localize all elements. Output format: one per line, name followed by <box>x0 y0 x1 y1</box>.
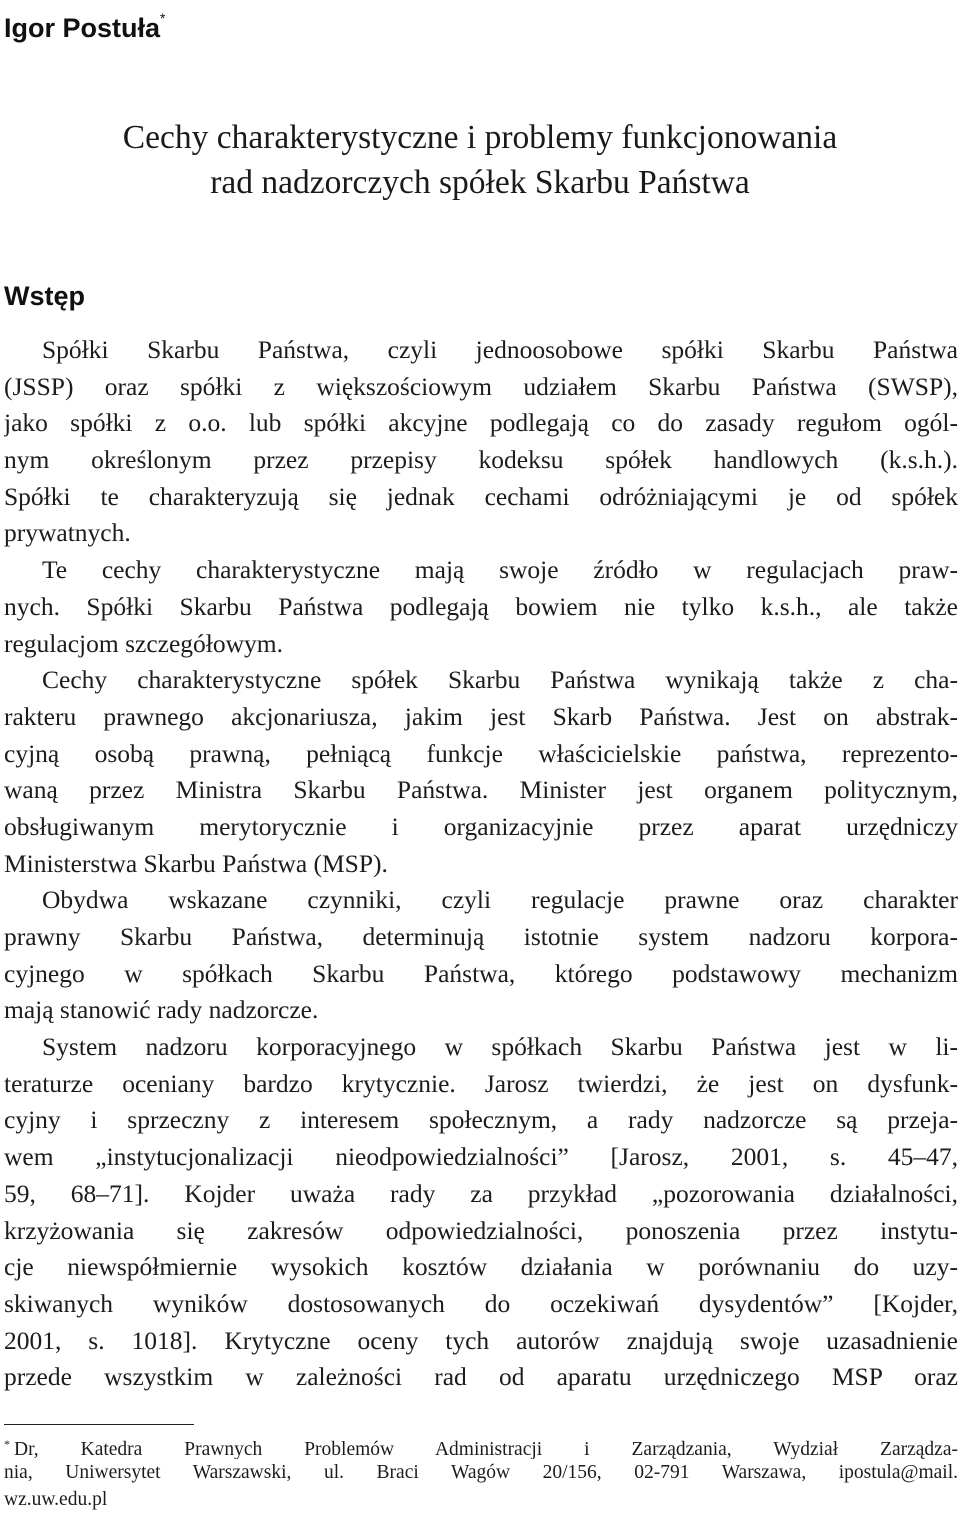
paragraph-4-line-3: cyjnego w spółkach Skarbu Państwa, którego podstawowy mechanizm <box>4 958 958 988</box>
author-name <box>4 0 165 46</box>
paragraph-3-line-4: waną przez Ministra Skarbu Państwa. Minister jest organem politycznym, <box>4 775 958 805</box>
paragraph-5-line-6: krzyżowania się zakresów odpowiedzialności, ponoszenia przez instytu- <box>4 1215 958 1245</box>
footnote-line-1 <box>4 1431 958 1459</box>
paragraph-3-line-2: rakteru prawnego akcjonariusza, jakim jest Skarb Państwa. Jest on abstrak- <box>4 701 958 731</box>
author-footnote-mark: * <box>160 10 166 26</box>
paper-title <box>0 115 960 205</box>
paragraph-1-line-2: (JSSP) oraz spółki z większościowym udziałem Skarbu Państwa (SWSP), <box>4 371 958 401</box>
paragraph-4-line-2: prawny Skarbu Państwa, determinują istotnie system nadzoru korpora- <box>4 922 958 951</box>
paragraph-2-line-3: regulacjom szczegółowym. <box>4 628 283 658</box>
paragraph-3-line-1: Cechy charakterystyczne spółek Skarbu Państwa wynikają także z cha- <box>42 665 958 695</box>
paragraph-5-line-9: 2001, s. 1018]. Krytyczne oceny tych autorów znajdują swoje uzasadnienie <box>4 1325 958 1355</box>
paragraph-1-line-4: nym określonym przez przepisy kodeksu spółek handlowych (k.s.h.). <box>4 445 958 475</box>
section-heading: Wstęp <box>4 281 85 311</box>
footnote-line-2: nia, Uniwersytet Warszawski, ul. Braci Wagów 20/156, 02-791 Warszawa, ipostula@mail. <box>4 1461 958 1483</box>
paragraph-5-line-7: cje niewspółmiernie wysokich kosztów działania w porównaniu do uzy- <box>4 1252 958 1282</box>
paragraph-3-line-6: Ministerstwa Skarbu Państwa (MSP). <box>4 848 388 878</box>
author-name-text: Igor Postuła <box>4 13 161 43</box>
footnote <box>4 1431 958 1514</box>
paragraph-5-line-3: cyjny i sprzeczny z interesem społecznym, a rady nadzorcze są przeja- <box>4 1105 958 1135</box>
paragraph-5-line-5: 59, 68–71]. Kojder uważa rady za przykład „pozorowania działalności, <box>4 1178 958 1208</box>
footnote-line-1-text: Dr, Katedra Prawnych Problemów Administracji i Zarządzania, Wydział Zarządza- <box>14 1439 958 1459</box>
paragraph-1-line-1: Spółki Skarbu Państwa, czyli jednoosobowe spółki Skarbu Państwa <box>42 335 958 364</box>
paper-title-line-2: rad nadzorczych spółek Skarbu Państwa <box>210 164 750 201</box>
paragraph-1-line-3: jako spółki z o.o. lub spółki akcyjne podlegają co do zasady regułom ogól- <box>4 408 958 438</box>
footnote-divider <box>4 1424 194 1425</box>
paragraph-1-line-6: prywatnych. <box>4 518 131 548</box>
paragraph-1-line-5: Spółki te charakteryzują się jednak cechami odróżniającymi je od spółek <box>4 481 958 511</box>
paragraph-5-line-2: teraturze oceniany bardzo krytycznie. Jarosz twierdzi, że jest on dysfunk- <box>4 1068 958 1098</box>
footnote-mark: * <box>4 1437 10 1451</box>
paragraph-2-line-2: nych. Spółki Skarbu Państwa podlegają bowiem nie tylko k.s.h., ale także <box>4 591 958 621</box>
paragraph-3-line-3: cyjną osobą prawną, pełniącą funkcje właścicielskie państwa, reprezento- <box>4 738 958 768</box>
footnote-line-3: wz.uw.edu.pl <box>4 1489 108 1510</box>
paragraph-5-line-1: System nadzoru korporacyjnego w spółkach Skarbu Państwa jest w li- <box>42 1032 958 1062</box>
paragraph-5-line-10: przede wszystkim w zależności rad od aparatu urzędniczego MSP oraz <box>4 1362 958 1392</box>
paragraph-4-line-4: mają stanowić rady nadzorcze. <box>4 995 319 1025</box>
paragraph-4-line-1: Obydwa wskazane czynniki, czyli regulacje prawne oraz charakter <box>42 885 958 915</box>
body-text <box>4 332 958 1396</box>
paragraph-5-line-8: skiwanych wyników dostosowanych do oczekiwań dysydentów” [Kojder, <box>4 1288 958 1318</box>
paragraph-5-line-4: wem „instytucjonalizacji nieodpowiedzialności” [Jarosz, 2001, s. 45–47, <box>4 1142 958 1172</box>
paragraph-3-line-5: obsługiwanym merytorycznie i organizacyjnie przez aparat urzędniczy <box>4 811 958 841</box>
paragraph-2-line-1: Te cechy charakterystyczne mają swoje źródło w regulacjach praw- <box>42 555 958 585</box>
paper-title-line-1: Cechy charakterystyczne i problemy funkcjonowania <box>122 119 838 156</box>
